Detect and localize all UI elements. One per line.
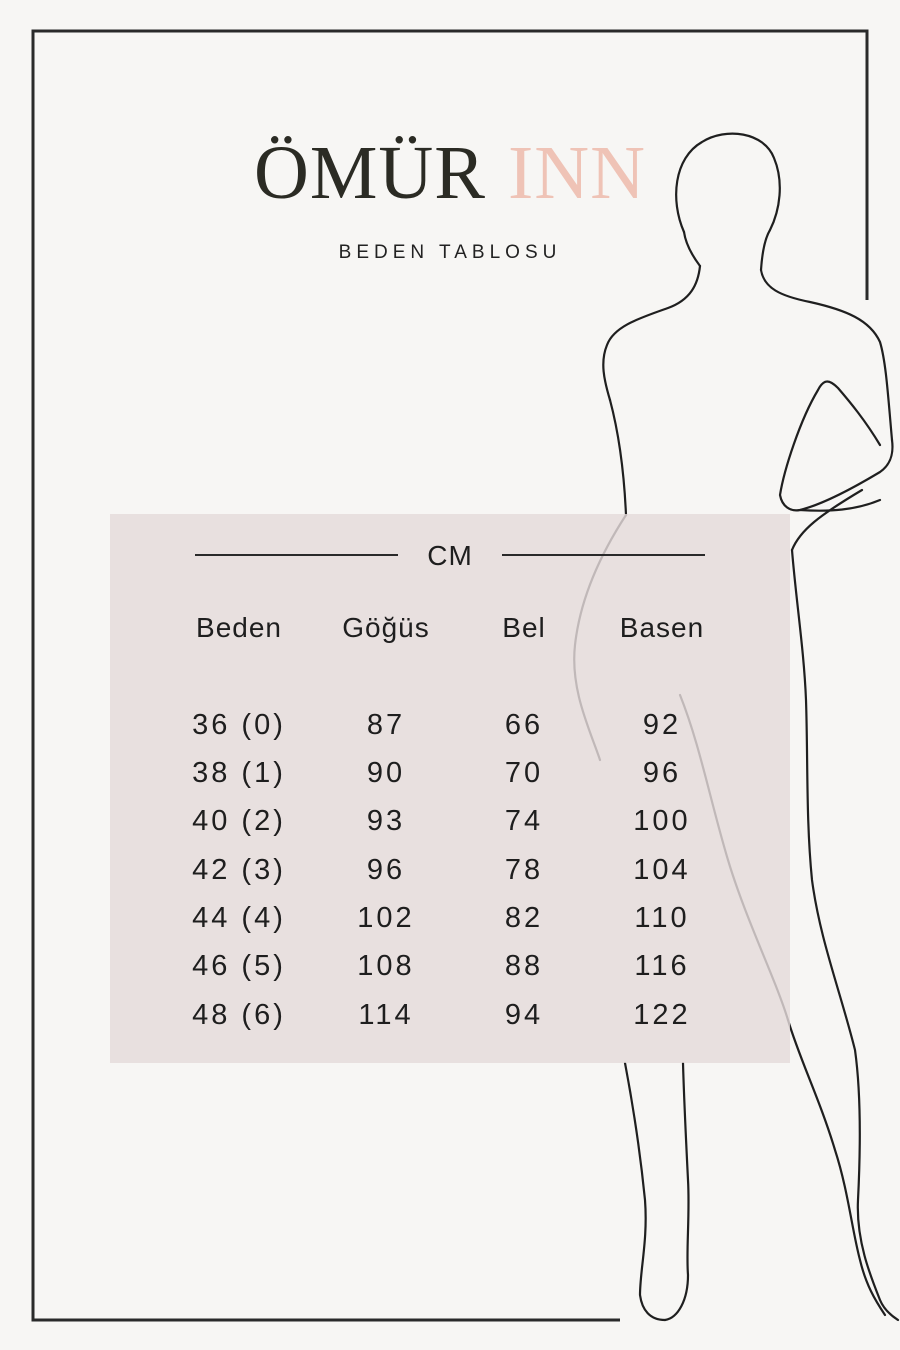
table-cell-size: 38 (1) (192, 757, 286, 789)
table-cell-chest: 90 (366, 757, 406, 789)
table-cell-hip: 116 (634, 950, 690, 982)
table-cell-size: 44 (4) (192, 902, 286, 934)
table-cell-waist: 78 (504, 854, 544, 886)
table-cell-size: 40 (2) (192, 805, 286, 837)
page-subtitle: BEDEN TABLOSU (338, 242, 562, 263)
table-cell-hip: 110 (634, 902, 690, 934)
divider-line-right (502, 554, 705, 556)
table-cell-waist: 88 (504, 950, 544, 982)
table-cell-chest: 93 (366, 805, 406, 837)
table-cell-hip: 96 (642, 757, 682, 789)
column-header-basen: Basen (619, 612, 705, 643)
table-cell-chest: 96 (366, 854, 406, 886)
column-header-beden: Beden (196, 612, 282, 643)
table-cell-hip: 92 (642, 709, 682, 741)
table-cell-waist: 66 (504, 709, 544, 741)
table-cell-size: 46 (5) (192, 950, 286, 982)
table-cell-chest: 108 (357, 950, 415, 982)
table-cell-size: 48 (6) (192, 999, 286, 1031)
table-cell-size: 42 (3) (192, 854, 286, 886)
table-cell-waist: 74 (504, 805, 544, 837)
unit-header (195, 536, 705, 576)
table-cell-chest: 87 (366, 709, 406, 741)
table-cell-chest: 102 (357, 902, 415, 934)
size-chart-panel (110, 514, 790, 1063)
brand-name-accent: INN (507, 131, 647, 215)
brand-name-primary: ÖMÜR (253, 131, 486, 215)
table-cell-hip: 104 (633, 854, 691, 886)
table-cell-waist: 82 (504, 902, 544, 934)
table-cell-waist: 94 (504, 999, 544, 1031)
unit-label: CM (427, 540, 473, 571)
table-cell-waist: 70 (504, 757, 544, 789)
brand-logo (0, 131, 900, 215)
table-cell-hip: 100 (633, 805, 691, 837)
table-cell-hip: 122 (633, 999, 691, 1031)
table-cell-size: 36 (0) (192, 709, 286, 741)
column-header-gogus: Göğüs (342, 612, 430, 643)
table-cell-chest: 114 (358, 999, 414, 1031)
column-header-bel: Bel (502, 612, 546, 643)
